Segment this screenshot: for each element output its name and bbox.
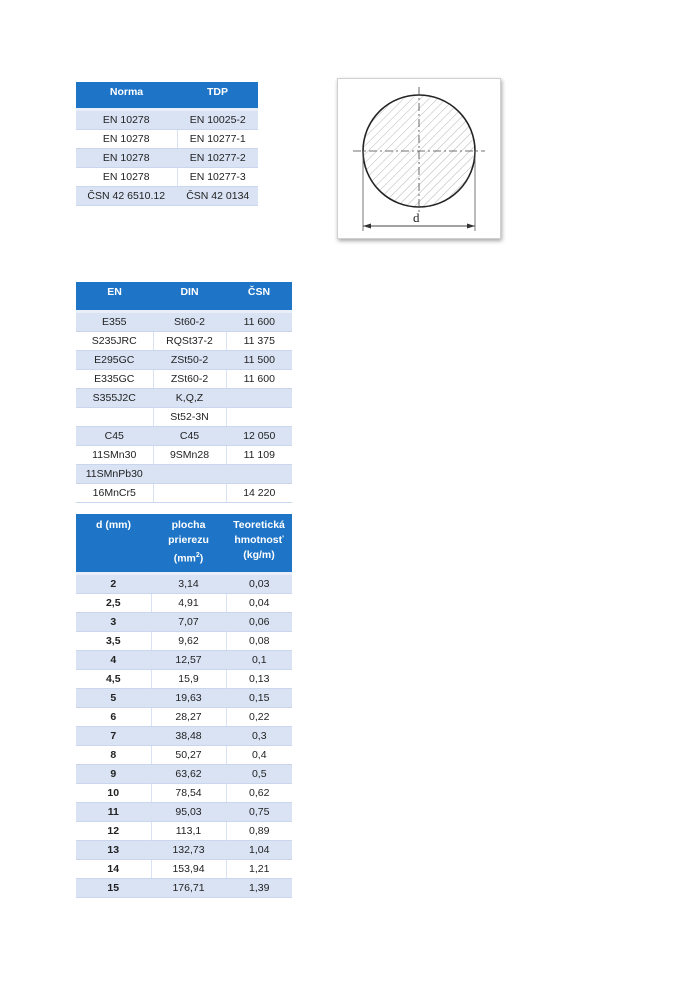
cell-diameter: 6 <box>76 708 151 727</box>
cell-din: RQSt37-2 <box>153 332 226 351</box>
arrow-right-icon <box>467 224 475 229</box>
cell-diameter: 4 <box>76 651 151 670</box>
cell-weight: 0,03 <box>226 574 292 594</box>
cell-csn <box>226 389 292 408</box>
table-row <box>76 632 292 651</box>
header-area-sup: 2 <box>195 552 200 559</box>
cell-din: C45 <box>153 427 226 446</box>
diameter-label: d <box>413 210 420 225</box>
cell-en: S355J2C <box>76 389 153 408</box>
cell-weight: 1,04 <box>226 841 292 860</box>
cell-norma: EN 10278 <box>76 149 177 168</box>
cell-en: E335GC <box>76 370 153 389</box>
header-norma: Norma <box>76 82 177 110</box>
cell-tdp: EN 10277-3 <box>177 168 258 187</box>
cell-area: 132,73 <box>151 841 226 860</box>
materials-header-row <box>76 282 292 312</box>
cell-diameter: 5 <box>76 689 151 708</box>
cell-csn: 11 375 <box>226 332 292 351</box>
header-area-close: ) <box>199 552 204 565</box>
header-area-line1: plocha <box>171 519 206 531</box>
cell-weight: 0,3 <box>226 727 292 746</box>
cell-diameter: 2 <box>76 574 151 594</box>
cell-diameter: 9 <box>76 765 151 784</box>
table-row <box>76 130 258 149</box>
table-row <box>76 187 258 206</box>
cell-diameter: 14 <box>76 860 151 879</box>
cell-area: 153,94 <box>151 860 226 879</box>
table-row <box>76 351 292 370</box>
cell-diameter: 11 <box>76 803 151 822</box>
cell-csn: 11 109 <box>226 446 292 465</box>
cell-area: 38,48 <box>151 727 226 746</box>
cell-area: 7,07 <box>151 613 226 632</box>
cell-weight: 0,4 <box>226 746 292 765</box>
cell-weight: 0,62 <box>226 784 292 803</box>
cell-diameter: 7 <box>76 727 151 746</box>
cell-en: E355 <box>76 312 153 332</box>
cell-weight: 1,39 <box>226 879 292 898</box>
table-row <box>76 110 258 130</box>
cell-norma: EN 10278 <box>76 130 177 149</box>
cell-en: 16MnCr5 <box>76 484 153 503</box>
cell-din: K,Q,Z <box>153 389 226 408</box>
cell-area: 9,62 <box>151 632 226 651</box>
dimensions-header-row <box>76 514 292 574</box>
table-row <box>76 746 292 765</box>
cell-area: 63,62 <box>151 765 226 784</box>
table-row <box>76 370 292 389</box>
cell-diameter: 2,5 <box>76 594 151 613</box>
cell-area: 19,63 <box>151 689 226 708</box>
cell-csn: 11 500 <box>226 351 292 370</box>
table-row <box>76 860 292 879</box>
cell-weight: 0,04 <box>226 594 292 613</box>
cell-tdp: ČSN 42 0134 <box>177 187 258 206</box>
cell-weight: 0,22 <box>226 708 292 727</box>
cell-en: S235JRC <box>76 332 153 351</box>
cell-csn: 12 050 <box>226 427 292 446</box>
table-row <box>76 332 292 351</box>
cell-area: 4,91 <box>151 594 226 613</box>
header-weight-line2: hmotnosť <box>234 534 284 546</box>
arrow-left-icon <box>363 224 371 229</box>
table-row <box>76 803 292 822</box>
table-row <box>76 879 292 898</box>
cell-csn: 11 600 <box>226 370 292 389</box>
cell-diameter: 3,5 <box>76 632 151 651</box>
header-area-unit: (mm <box>173 552 196 565</box>
table-row <box>76 465 292 484</box>
header-cross-section-area <box>151 514 226 574</box>
cell-din: ZSt60-2 <box>153 370 226 389</box>
cell-din: 9SMn28 <box>153 446 226 465</box>
cell-norma: EN 10278 <box>76 168 177 187</box>
cell-area: 15,9 <box>151 670 226 689</box>
cell-norma: ČSN 42 6510.12 <box>76 187 177 206</box>
table-row <box>76 446 292 465</box>
table-row <box>76 670 292 689</box>
cell-din <box>153 484 226 503</box>
cell-diameter: 10 <box>76 784 151 803</box>
table-row <box>76 708 292 727</box>
cell-din: ZSt50-2 <box>153 351 226 370</box>
round-bar-cross-section-figure <box>337 78 501 239</box>
cell-weight: 0,5 <box>226 765 292 784</box>
table-row <box>76 765 292 784</box>
standards-table <box>76 82 258 206</box>
cell-area: 50,27 <box>151 746 226 765</box>
cell-weight: 0,89 <box>226 822 292 841</box>
cell-diameter: 3 <box>76 613 151 632</box>
table-row <box>76 822 292 841</box>
standards-header-row <box>76 82 258 110</box>
cell-din <box>153 465 226 484</box>
cell-area: 3,14 <box>151 574 226 594</box>
cell-tdp: EN 10277-1 <box>177 130 258 149</box>
cell-weight: 1,21 <box>226 860 292 879</box>
table-row <box>76 484 292 503</box>
cell-area: 78,54 <box>151 784 226 803</box>
table-row <box>76 651 292 670</box>
header-din: DIN <box>153 282 226 312</box>
header-weight-line1: Teoretická <box>233 519 285 531</box>
cell-area: 12,57 <box>151 651 226 670</box>
cell-weight: 0,13 <box>226 670 292 689</box>
table-row <box>76 594 292 613</box>
cell-tdp: EN 10277-2 <box>177 149 258 168</box>
cell-weight: 0,75 <box>226 803 292 822</box>
cell-en <box>76 408 153 427</box>
header-csn: ČSN <box>226 282 292 312</box>
cell-weight: 0,1 <box>226 651 292 670</box>
table-row <box>76 168 258 187</box>
header-weight-unit: (kg/m) <box>243 549 275 561</box>
table-row <box>76 841 292 860</box>
cell-tdp: EN 10025-2 <box>177 110 258 130</box>
cell-diameter: 15 <box>76 879 151 898</box>
header-area-line2: prierezu <box>168 534 209 546</box>
cell-en: 11SMnPb30 <box>76 465 153 484</box>
cell-en: C45 <box>76 427 153 446</box>
table-row <box>76 427 292 446</box>
table-row <box>76 312 292 332</box>
table-row <box>76 613 292 632</box>
cell-area: 176,71 <box>151 879 226 898</box>
cell-diameter: 12 <box>76 822 151 841</box>
header-en: EN <box>76 282 153 312</box>
table-row <box>76 389 292 408</box>
cell-csn: 14 220 <box>226 484 292 503</box>
dimensions-table <box>76 514 292 898</box>
cell-weight: 0,15 <box>226 689 292 708</box>
header-diameter: d (mm) <box>76 514 151 574</box>
table-row <box>76 408 292 427</box>
cell-csn: 11 600 <box>226 312 292 332</box>
cell-area: 28,27 <box>151 708 226 727</box>
cell-norma: EN 10278 <box>76 110 177 130</box>
table-row <box>76 784 292 803</box>
cell-area: 95,03 <box>151 803 226 822</box>
cell-en: E295GC <box>76 351 153 370</box>
table-row <box>76 727 292 746</box>
cell-area: 113,1 <box>151 822 226 841</box>
cell-weight: 0,08 <box>226 632 292 651</box>
table-row <box>76 574 292 594</box>
header-theoretical-weight <box>226 514 292 574</box>
cell-diameter: 8 <box>76 746 151 765</box>
table-row <box>76 149 258 168</box>
cell-csn <box>226 465 292 484</box>
cell-en: 11SMn30 <box>76 446 153 465</box>
cell-diameter: 4,5 <box>76 670 151 689</box>
header-tdp: TDP <box>177 82 258 110</box>
cell-weight: 0,06 <box>226 613 292 632</box>
cell-din: St60-2 <box>153 312 226 332</box>
materials-table <box>76 282 292 503</box>
cell-din: St52-3N <box>153 408 226 427</box>
table-row <box>76 689 292 708</box>
cell-diameter: 13 <box>76 841 151 860</box>
cell-csn <box>226 408 292 427</box>
